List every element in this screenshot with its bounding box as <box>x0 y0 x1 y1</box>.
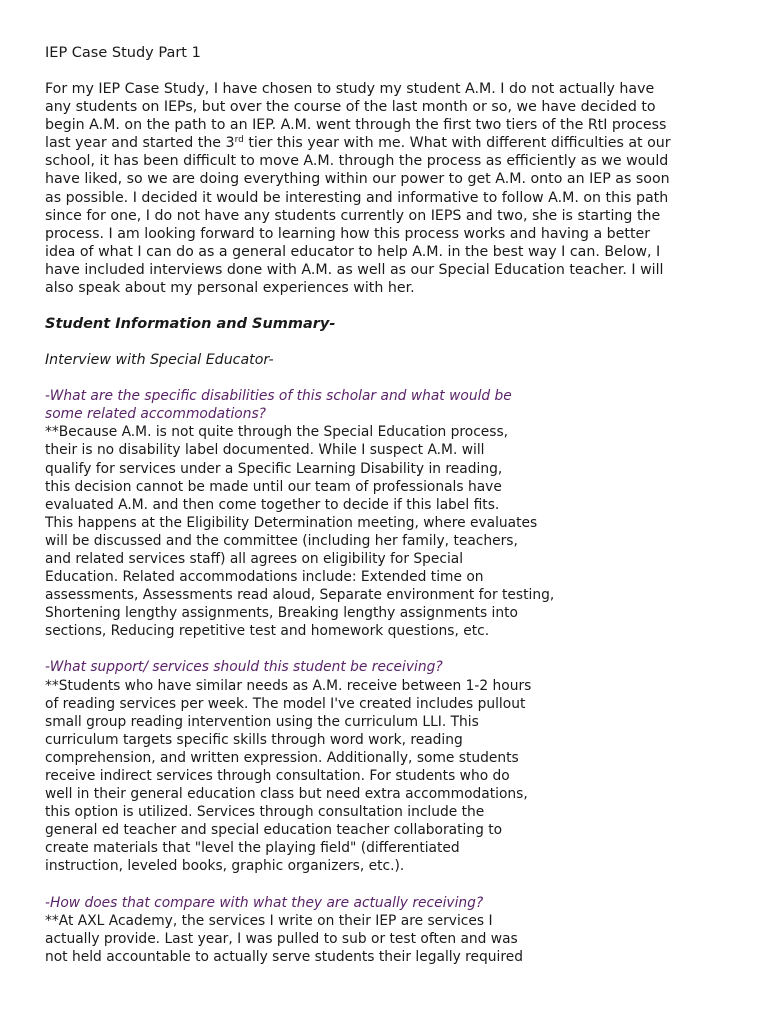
interview-answer: evaluated A.M. and then come together to decide if this label fits. <box>45 496 500 513</box>
ordinal-suffix: rd <box>234 135 244 146</box>
interview-answer: Shortening lengthy assignments, Breaking lengthy assignments into <box>45 605 518 622</box>
section-heading: Student Information and Summary- <box>45 316 336 333</box>
interview-answer: Education. Related accommodations include: Extended time on <box>45 569 484 586</box>
intro-line: school, it has been difficult to move A.M. through the process as efficiently as we would <box>45 153 669 170</box>
interview-answer: this option is utilized. Services through consultation include the <box>45 804 485 821</box>
interview-answer: create materials that "level the playing field" (differentiated <box>45 840 460 857</box>
interview-answer: not held accountable to actually serve students their legally required <box>45 948 523 965</box>
interview-answer: assessments, Assessments read aloud, Separate environment for testing, <box>45 587 555 604</box>
intro-text: last year and started the 3 <box>45 135 235 152</box>
interview-qa-list <box>45 387 725 966</box>
interview-answer: general ed teacher and special education teacher collaborating to <box>45 822 503 839</box>
interview-answer: **Students who have similar needs as A.M. receive between 1-2 hours <box>45 677 532 694</box>
qa-block <box>45 894 725 966</box>
interview-answer: comprehension, and written expression. Additionally, some students <box>45 749 519 766</box>
intro-text: tier this year with me. What with different difficulties at our <box>243 135 671 152</box>
interview-answer: actually provide. Last year, I was pulled to sub or test often and was <box>45 930 518 947</box>
intro-line: have included interviews done with A.M. as well as our Special Education teacher. I will <box>45 261 664 278</box>
document-page <box>45 44 725 984</box>
qa-block <box>45 387 725 640</box>
interview-answer: of reading services per week. The model I've created includes pullout <box>45 695 526 712</box>
interview-answer: this decision cannot be made until our team of professionals have <box>45 478 502 495</box>
qa-block <box>45 658 725 875</box>
interview-answer: qualify for services under a Specific Learning Disability in reading, <box>45 460 503 477</box>
interview-answer: well in their general education class but need extra accommodations, <box>45 786 528 803</box>
sub-heading: Interview with Special Educator- <box>45 352 274 369</box>
interview-answer: and related services staff) all agrees on eligibility for Special <box>45 550 464 567</box>
interview-answer: receive indirect services through consultation. For students who do <box>45 768 510 784</box>
document-title: IEP Case Study Part 1 <box>45 45 201 61</box>
intro-line: also speak about my personal experiences with her. <box>45 280 415 297</box>
interview-answer: will be discussed and the committee (including her family, teachers, <box>45 532 518 549</box>
intro-line: since for one, I do not have any students currently on IEPS and two, she is starting the <box>45 207 661 224</box>
interview-question: some related accommodations? <box>45 406 266 423</box>
interview-answer: curriculum targets specific skills through word work, reading <box>45 731 463 748</box>
interview-answer: instruction, leveled books, graphic organizers, etc.). <box>45 858 405 875</box>
interview-question: -What are the specific disabilities of this scholar and what would be <box>45 388 512 405</box>
intro-line: as possible. I decided it would be interesting and informative to follow A.M. on this path <box>45 189 669 206</box>
interview-answer: **Because A.M. is not quite through the Special Education process, <box>45 424 509 441</box>
intro-paragraph <box>45 80 725 297</box>
intro-line: begin A.M. on the path to an IEP. A.M. went through the first two tiers of the RtI process <box>45 117 667 134</box>
intro-line: have liked, so we are doing everything within our power to get A.M. onto an IEP as soon <box>45 171 670 188</box>
intro-line: idea of what I can do as a general educator to help A.M. in the best way I can. Below, I <box>45 243 661 260</box>
interview-answer: This happens at the Eligibility Determination meeting, where evaluates <box>45 514 538 531</box>
interview-question: -What support/ services should this student be receiving? <box>45 659 443 676</box>
interview-answer: small group reading intervention using the curriculum LLI. This <box>45 713 479 730</box>
intro-line: For my IEP Case Study, I have chosen to study my student A.M. I do not actually have <box>45 81 655 97</box>
intro-line: process. I am looking forward to learning how this process works and having a better <box>45 225 651 242</box>
intro-line <box>45 134 725 152</box>
interview-answer: **At AXL Academy, the services I write on their IEP are services I <box>45 912 493 929</box>
interview-answer: sections, Reducing repetitive test and homework questions, etc. <box>45 623 490 640</box>
intro-line: any students on IEPs, but over the course of the last month or so, we have decided to <box>45 99 656 116</box>
interview-question: -How does that compare with what they are actually receiving? <box>45 894 484 911</box>
interview-answer: their is no disability label documented. While I suspect A.M. will <box>45 442 485 459</box>
